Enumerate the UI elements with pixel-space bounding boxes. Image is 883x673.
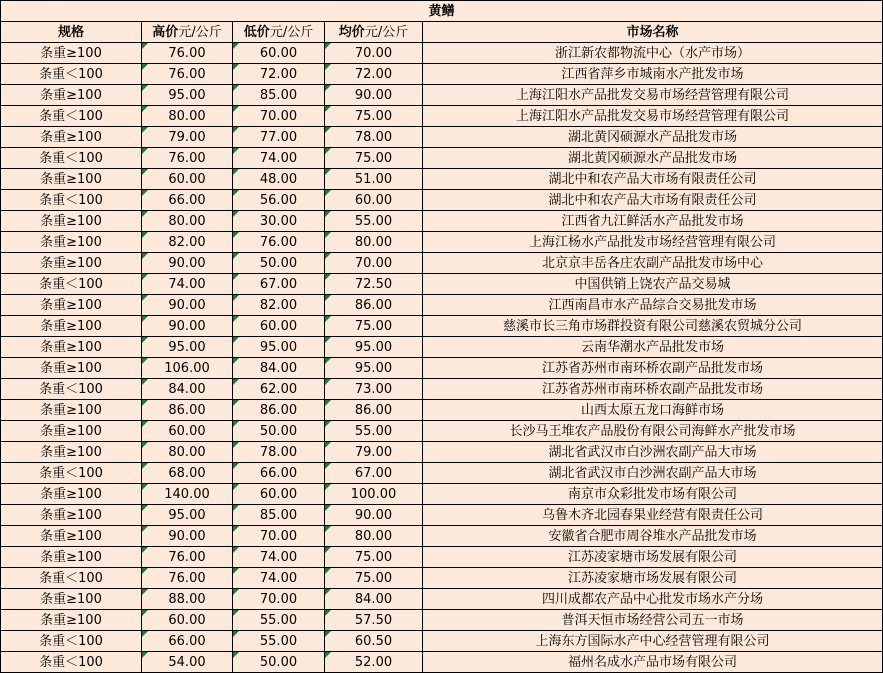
spec-cell[interactable]: 条重≥100: [1, 211, 142, 232]
table-row: [1, 274, 883, 295]
market-name-cell[interactable]: 江西南昌市水产品综合交易批发市场: [423, 295, 883, 316]
high-price-cell[interactable]: 88.00: [142, 589, 233, 610]
high-price-cell[interactable]: 95.00: [142, 337, 233, 358]
high-price-cell[interactable]: 82.00: [142, 232, 233, 253]
table-row: [1, 148, 883, 169]
table-row: [1, 127, 883, 148]
avg-price-cell[interactable]: 60.00: [325, 190, 423, 211]
avg-price-cell[interactable]: 70.00: [325, 253, 423, 274]
avg-price-cell[interactable]: 55.00: [325, 421, 423, 442]
market-name-cell[interactable]: 慈溪市长三角市场群投资有限公司慈溪农贸城分公司: [423, 316, 883, 337]
low-price-cell[interactable]: 70.00: [233, 106, 325, 127]
market-name-cell[interactable]: 江苏省苏州市南环桥农副产品批发市场: [423, 358, 883, 379]
table-row: [1, 190, 883, 211]
high-price-cell[interactable]: 66.00: [142, 631, 233, 652]
table-row: [1, 400, 883, 421]
low-price-cell[interactable]: 86.00: [233, 400, 325, 421]
spec-cell[interactable]: 条重≥100: [1, 547, 142, 568]
market-name-cell[interactable]: 湖北中和农产品大市场有限责任公司: [423, 190, 883, 211]
avg-price-cell[interactable]: 100.00: [325, 484, 423, 505]
market-name-cell[interactable]: 湖北中和农产品大市场有限责任公司: [423, 169, 883, 190]
table-row: [1, 505, 883, 526]
market-name-cell[interactable]: 浙江新农都物流中心（水产市场）: [423, 43, 883, 64]
table-row: [1, 295, 883, 316]
table-row: [1, 211, 883, 232]
spec-cell[interactable]: 条重＜100: [1, 64, 142, 85]
avg-price-cell[interactable]: 79.00: [325, 442, 423, 463]
table-row: [1, 106, 883, 127]
low-price-cell[interactable]: 70.00: [233, 526, 325, 547]
market-name-cell[interactable]: 湖北黄冈硕源水产品批发市场: [423, 127, 883, 148]
market-name-cell[interactable]: 湖北省武汉市白沙洲农副产品大市场: [423, 442, 883, 463]
low-price-cell[interactable]: 76.00: [233, 232, 325, 253]
avg-price-cell[interactable]: 80.00: [325, 232, 423, 253]
high-price-cell[interactable]: 76.00: [142, 547, 233, 568]
header-spec: 规格: [1, 22, 142, 43]
spec-cell[interactable]: 条重＜100: [1, 379, 142, 400]
spec-cell[interactable]: 条重≥100: [1, 400, 142, 421]
low-price-cell[interactable]: 48.00: [233, 169, 325, 190]
market-name-cell[interactable]: 江苏凌家塘市场发展有限公司: [423, 547, 883, 568]
high-price-cell[interactable]: 86.00: [142, 400, 233, 421]
avg-price-cell[interactable]: 57.50: [325, 610, 423, 631]
low-price-cell[interactable]: 50.00: [233, 421, 325, 442]
header-low-price: 低价元/公斤: [233, 22, 325, 43]
market-name-cell[interactable]: 江苏省苏州市南环桥农副产品批发市场: [423, 379, 883, 400]
spec-cell[interactable]: 条重≥100: [1, 358, 142, 379]
spec-cell[interactable]: 条重≥100: [1, 85, 142, 106]
header-row: [1, 22, 883, 43]
table-row: [1, 568, 883, 589]
spec-cell[interactable]: 条重＜100: [1, 106, 142, 127]
avg-price-cell[interactable]: 72.00: [325, 64, 423, 85]
market-name-cell[interactable]: 江西省九江鲜活水产品批发市场: [423, 211, 883, 232]
avg-price-cell[interactable]: 73.00: [325, 379, 423, 400]
high-price-cell[interactable]: 140.00: [142, 484, 233, 505]
high-price-cell[interactable]: 90.00: [142, 295, 233, 316]
low-price-cell[interactable]: 72.00: [233, 64, 325, 85]
low-price-cell[interactable]: 95.00: [233, 337, 325, 358]
table-row: [1, 463, 883, 484]
table-row: [1, 421, 883, 442]
avg-price-cell[interactable]: 90.00: [325, 85, 423, 106]
spec-cell[interactable]: 条重≥100: [1, 589, 142, 610]
low-price-cell[interactable]: 62.00: [233, 379, 325, 400]
spec-cell[interactable]: 条重≥100: [1, 43, 142, 64]
market-name-cell[interactable]: 山西太原五龙口海鲜市场: [423, 400, 883, 421]
avg-price-cell[interactable]: 67.00: [325, 463, 423, 484]
table-row: [1, 316, 883, 337]
low-price-cell[interactable]: 30.00: [233, 211, 325, 232]
low-price-cell[interactable]: 67.00: [233, 274, 325, 295]
market-name-cell[interactable]: 中国供销上饶农产品交易城: [423, 274, 883, 295]
low-price-cell[interactable]: 56.00: [233, 190, 325, 211]
spec-cell[interactable]: 条重≥100: [1, 442, 142, 463]
table-body: [1, 43, 883, 673]
high-price-cell[interactable]: 60.00: [142, 610, 233, 631]
table-row: [1, 547, 883, 568]
high-price-cell[interactable]: 84.00: [142, 379, 233, 400]
table-row: [1, 358, 883, 379]
low-price-cell[interactable]: 78.00: [233, 442, 325, 463]
spec-cell[interactable]: 条重≥100: [1, 610, 142, 631]
market-name-cell[interactable]: 上海江阳水产品批发交易市场经营管理有限公司: [423, 85, 883, 106]
low-price-cell[interactable]: 60.00: [233, 484, 325, 505]
avg-price-cell[interactable]: 70.00: [325, 43, 423, 64]
avg-price-cell[interactable]: 55.00: [325, 211, 423, 232]
avg-price-cell[interactable]: 80.00: [325, 526, 423, 547]
market-name-cell[interactable]: 湖北黄冈硕源水产品批发市场: [423, 148, 883, 169]
low-price-cell[interactable]: 55.00: [233, 631, 325, 652]
high-price-cell[interactable]: 90.00: [142, 526, 233, 547]
low-price-cell[interactable]: 74.00: [233, 568, 325, 589]
avg-price-cell[interactable]: 72.50: [325, 274, 423, 295]
high-price-cell[interactable]: 60.00: [142, 421, 233, 442]
low-price-cell[interactable]: 84.00: [233, 358, 325, 379]
table-row: [1, 253, 883, 274]
low-price-cell[interactable]: 60.00: [233, 316, 325, 337]
market-name-cell[interactable]: 湖北省武汉市白沙洲农副产品大市场: [423, 463, 883, 484]
table-title: 黄鳝: [1, 1, 883, 22]
market-name-cell[interactable]: 安徽省合肥市周谷堆水产品批发市场: [423, 526, 883, 547]
avg-price-cell[interactable]: 75.00: [325, 547, 423, 568]
header-market: 市场名称: [423, 22, 883, 43]
avg-price-cell[interactable]: 90.00: [325, 505, 423, 526]
market-name-cell[interactable]: 北京京丰岳各庄农副产品批发市场中心: [423, 253, 883, 274]
high-price-cell[interactable]: 54.00: [142, 652, 233, 673]
spec-cell[interactable]: 条重＜100: [1, 274, 142, 295]
avg-price-cell[interactable]: 95.00: [325, 358, 423, 379]
spec-cell[interactable]: 条重≥100: [1, 421, 142, 442]
low-price-cell[interactable]: 85.00: [233, 505, 325, 526]
spec-cell[interactable]: 条重≥100: [1, 526, 142, 547]
avg-price-cell[interactable]: 84.00: [325, 589, 423, 610]
market-name-cell[interactable]: 上海江阳水产品批发交易市场经营管理有限公司: [423, 106, 883, 127]
spec-cell[interactable]: 条重＜100: [1, 148, 142, 169]
market-name-cell[interactable]: 福州名成水产品市场有限公司: [423, 652, 883, 673]
market-name-cell[interactable]: 江苏凌家塘市场发展有限公司: [423, 568, 883, 589]
low-price-cell[interactable]: 50.00: [233, 253, 325, 274]
spec-cell[interactable]: 条重≥100: [1, 337, 142, 358]
high-price-cell[interactable]: 76.00: [142, 43, 233, 64]
avg-price-cell[interactable]: 75.00: [325, 568, 423, 589]
high-price-cell[interactable]: 60.00: [142, 169, 233, 190]
market-name-cell[interactable]: 长沙马王堆农产品股份有限公司海鲜水产批发市场: [423, 421, 883, 442]
market-name-cell[interactable]: 南京市众彩批发市场有限公司: [423, 484, 883, 505]
spec-cell[interactable]: 条重≥100: [1, 232, 142, 253]
low-price-cell[interactable]: 77.00: [233, 127, 325, 148]
table-row: [1, 85, 883, 106]
market-name-cell[interactable]: 乌鲁木齐北园春果业经营有限责任公司: [423, 505, 883, 526]
high-price-cell[interactable]: 74.00: [142, 274, 233, 295]
avg-price-cell[interactable]: 86.00: [325, 400, 423, 421]
table-row: [1, 337, 883, 358]
table-row: [1, 232, 883, 253]
avg-price-cell[interactable]: 86.00: [325, 295, 423, 316]
table-row: [1, 43, 883, 64]
market-name-cell[interactable]: 普洱天恒市场经营公司五一市场: [423, 610, 883, 631]
high-price-cell[interactable]: 66.00: [142, 190, 233, 211]
table-row: [1, 610, 883, 631]
table-row: [1, 484, 883, 505]
title-row: [1, 1, 883, 22]
low-price-cell[interactable]: 82.00: [233, 295, 325, 316]
high-price-cell[interactable]: 80.00: [142, 106, 233, 127]
table-row: [1, 379, 883, 400]
low-price-cell[interactable]: 74.00: [233, 547, 325, 568]
avg-price-cell[interactable]: 78.00: [325, 127, 423, 148]
table-row: [1, 64, 883, 85]
high-price-cell[interactable]: 106.00: [142, 358, 233, 379]
market-name-cell[interactable]: 四川成都农产品中心批发市场水产分场: [423, 589, 883, 610]
table-row: [1, 652, 883, 673]
high-price-cell[interactable]: 76.00: [142, 148, 233, 169]
table-row: [1, 631, 883, 652]
avg-price-cell[interactable]: 75.00: [325, 148, 423, 169]
table-row: [1, 589, 883, 610]
high-price-cell[interactable]: 80.00: [142, 442, 233, 463]
high-price-cell[interactable]: 76.00: [142, 568, 233, 589]
spec-cell[interactable]: 条重＜100: [1, 190, 142, 211]
header-high-price: 高价元/公斤: [142, 22, 233, 43]
spec-cell[interactable]: 条重＜100: [1, 568, 142, 589]
spec-cell[interactable]: 条重≥100: [1, 505, 142, 526]
high-price-cell[interactable]: 76.00: [142, 64, 233, 85]
spec-cell[interactable]: 条重≥100: [1, 127, 142, 148]
low-price-cell[interactable]: 55.00: [233, 610, 325, 631]
avg-price-cell[interactable]: 52.00: [325, 652, 423, 673]
spec-cell[interactable]: 条重＜100: [1, 652, 142, 673]
high-price-cell[interactable]: 68.00: [142, 463, 233, 484]
avg-price-cell[interactable]: 95.00: [325, 337, 423, 358]
avg-price-cell[interactable]: 60.50: [325, 631, 423, 652]
high-price-cell[interactable]: 95.00: [142, 85, 233, 106]
spec-cell[interactable]: 条重＜100: [1, 463, 142, 484]
high-price-cell[interactable]: 80.00: [142, 211, 233, 232]
avg-price-cell[interactable]: 75.00: [325, 316, 423, 337]
market-name-cell[interactable]: 江西省萍乡市城南水产批发市场: [423, 64, 883, 85]
spec-cell[interactable]: 条重≥100: [1, 295, 142, 316]
low-price-cell[interactable]: 60.00: [233, 43, 325, 64]
low-price-cell[interactable]: 50.00: [233, 652, 325, 673]
low-price-cell[interactable]: 85.00: [233, 85, 325, 106]
spec-cell[interactable]: 条重≥100: [1, 484, 142, 505]
low-price-cell[interactable]: 74.00: [233, 148, 325, 169]
market-name-cell[interactable]: 上海江杨水产品批发市场经营管理有限公司: [423, 232, 883, 253]
spec-cell[interactable]: 条重＜100: [1, 631, 142, 652]
high-price-cell[interactable]: 79.00: [142, 127, 233, 148]
market-name-cell[interactable]: 上海东方国际水产中心经营管理有限公司: [423, 631, 883, 652]
avg-price-cell[interactable]: 75.00: [325, 106, 423, 127]
avg-price-cell[interactable]: 51.00: [325, 169, 423, 190]
high-price-cell[interactable]: 90.00: [142, 253, 233, 274]
high-price-cell[interactable]: 90.00: [142, 316, 233, 337]
table-row: [1, 169, 883, 190]
spec-cell[interactable]: 条重≥100: [1, 253, 142, 274]
table-row: [1, 526, 883, 547]
low-price-cell[interactable]: 70.00: [233, 589, 325, 610]
low-price-cell[interactable]: 66.00: [233, 463, 325, 484]
spec-cell[interactable]: 条重≥100: [1, 169, 142, 190]
high-price-cell[interactable]: 95.00: [142, 505, 233, 526]
table-row: [1, 442, 883, 463]
spec-cell[interactable]: 条重≥100: [1, 316, 142, 337]
market-name-cell[interactable]: 云南华潮水产品批发市场: [423, 337, 883, 358]
header-avg-price: 均价元/公斤: [325, 22, 423, 43]
